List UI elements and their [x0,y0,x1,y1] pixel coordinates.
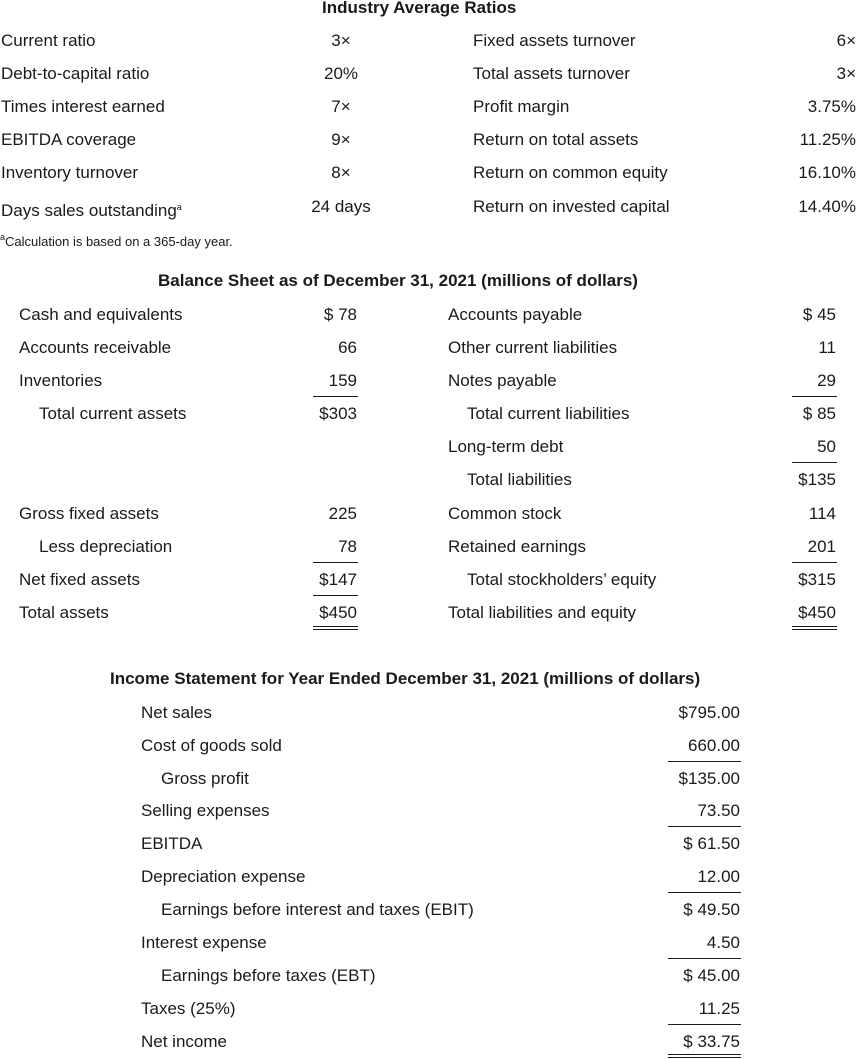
subtotal-rule [313,562,358,563]
is-row-value: 4.50 [706,933,740,952]
is-row-label: EBITDA [141,834,203,853]
ratio-label: Return on common equity [473,163,668,182]
bs-liability-value: $ 85 [802,404,836,423]
ratio-label-dso: Days sales outstanding$^a$ [1,201,182,220]
bs-asset-label: Gross fixed assets [19,504,159,523]
bs-liability-value: $450 [798,603,836,622]
ratio-label: Fixed assets turnover [473,31,636,50]
bs-liability-value: $315 [798,570,836,589]
is-row-value: 73.50 [697,801,740,820]
ratios-footnote: $^a$Calculation is based on a 365-day year. [0,232,233,249]
bs-asset-label: Accounts receivable [19,338,172,357]
bs-liability-label: Notes payable [448,371,557,390]
bs-liability-label: Total liabilities and equity [448,603,637,622]
total-double-rule [668,1057,741,1058]
subtotal-rule [792,462,837,463]
is-row-label: Net sales [141,703,212,722]
bs-liability-label: Total current liabilities [467,404,630,423]
income-statement-title: Income Statement for Year Ended December 31, 2021 (millions of dollars) [110,669,701,688]
ratio-value: 3× [331,31,351,50]
bs-liability-label: Other current liabilities [448,338,618,357]
bs-asset-label: Total current assets [39,404,187,423]
footnote-marker: a [176,202,182,212]
subtotal-rule [668,958,741,959]
ratio-value: 6× [836,31,856,50]
bs-liability-label: Accounts payable [448,305,583,324]
ratio-value: 11.25% [799,130,856,149]
is-row-value: $ 33.75 [683,1032,740,1051]
ratio-value: 24 days [311,197,371,216]
bs-asset-label: Inventories [19,371,103,390]
is-row-label: Earnings before interest and taxes (EBIT) [161,900,474,919]
is-row-value: 660.00 [688,736,740,755]
is-row-label: Depreciation expense [141,867,306,886]
bs-liability-value: $ 45 [802,305,836,324]
bs-asset-value: 78 [338,537,357,556]
ratio-label: Total assets turnover [473,64,630,83]
footnote-marker: a [0,232,6,242]
subtotal-rule [668,826,741,827]
is-row-label: Selling expenses [141,801,270,820]
subtotal-rule [668,1024,741,1025]
total-double-rule [792,626,837,627]
ratio-value: 16.10% [798,163,856,182]
ratio-label: Inventory turnover [1,163,139,182]
ratio-value: 3× [836,64,856,83]
bs-liability-label: Total stockholders’ equity [467,570,657,589]
is-row-value: $ 61.50 [683,834,740,853]
bs-liability-value: 11 [818,338,836,357]
total-double-rule [313,629,358,630]
bs-asset-label: Cash and equivalents [19,305,183,324]
is-row-value: $ 45.00 [683,966,740,985]
bs-asset-label: Total assets [19,603,109,622]
is-row-label: Taxes (25%) [141,999,236,1018]
ratio-label: Debt-to-capital ratio [1,64,150,83]
bs-asset-value: $147 [319,570,357,589]
bs-liability-value: $135 [798,470,836,489]
ratios-title: Industry Average Ratios [322,0,517,17]
is-row-label: Gross profit [161,769,249,788]
bs-liability-label: Retained earnings [448,537,586,556]
is-row-label: Cost of goods sold [141,736,282,755]
subtotal-rule [668,892,741,893]
ratio-label: Return on invested capital [473,197,670,216]
bs-asset-value: $450 [319,603,357,622]
bs-asset-value: $ 78 [323,305,357,324]
bs-liability-value: 201 [807,537,836,556]
ratio-value: 14.40% [798,197,856,216]
bs-liability-label: Long-term debt [448,437,564,456]
is-row-value: 12.00 [697,867,740,886]
is-row-label: Net income [141,1032,227,1051]
bs-asset-value: 225 [328,504,357,523]
is-row-value: $135.00 [678,769,740,788]
ratio-label: Profit margin [473,97,570,116]
bs-liability-value: 29 [817,371,836,390]
bs-liability-value: 114 [808,504,836,523]
subtotal-rule [313,396,358,397]
is-row-label: Earnings before taxes (EBT) [161,966,376,985]
subtotal-rule [313,595,358,596]
subtotal-rule [792,396,837,397]
is-row-label: Interest expense [141,933,267,952]
ratio-label: Return on total assets [473,130,639,149]
total-double-rule [313,626,358,627]
total-double-rule [792,629,837,630]
ratio-value: 9× [331,130,351,149]
total-double-rule [668,1054,741,1055]
bs-asset-label: Less depreciation [39,537,173,556]
bs-liability-label: Total liabilities [467,470,572,489]
balance-sheet-title: Balance Sheet as of December 31, 2021 (millions of dollars) [158,271,638,290]
ratio-value: 3.75% [807,97,856,116]
is-row-value: $795.00 [678,703,740,722]
bs-liability-label: Common stock [448,504,562,523]
ratio-value: 7× [331,97,351,116]
ratio-value: 20% [323,64,359,83]
subtotal-rule [792,562,837,563]
is-row-value: 11.25 [698,999,740,1018]
ratio-label: Times interest earned [1,97,165,116]
ratio-label: EBITDA coverage [1,130,137,149]
bs-asset-value: 159 [328,371,357,390]
ratio-value: 8× [331,163,351,182]
ratio-label: Current ratio [1,31,96,50]
subtotal-rule [668,761,741,762]
bs-liability-value: 50 [817,437,836,456]
bs-asset-value: $303 [319,404,357,423]
bs-asset-value: 66 [338,338,357,357]
is-row-value: $ 49.50 [683,900,740,919]
bs-asset-label: Net fixed assets [19,570,140,589]
